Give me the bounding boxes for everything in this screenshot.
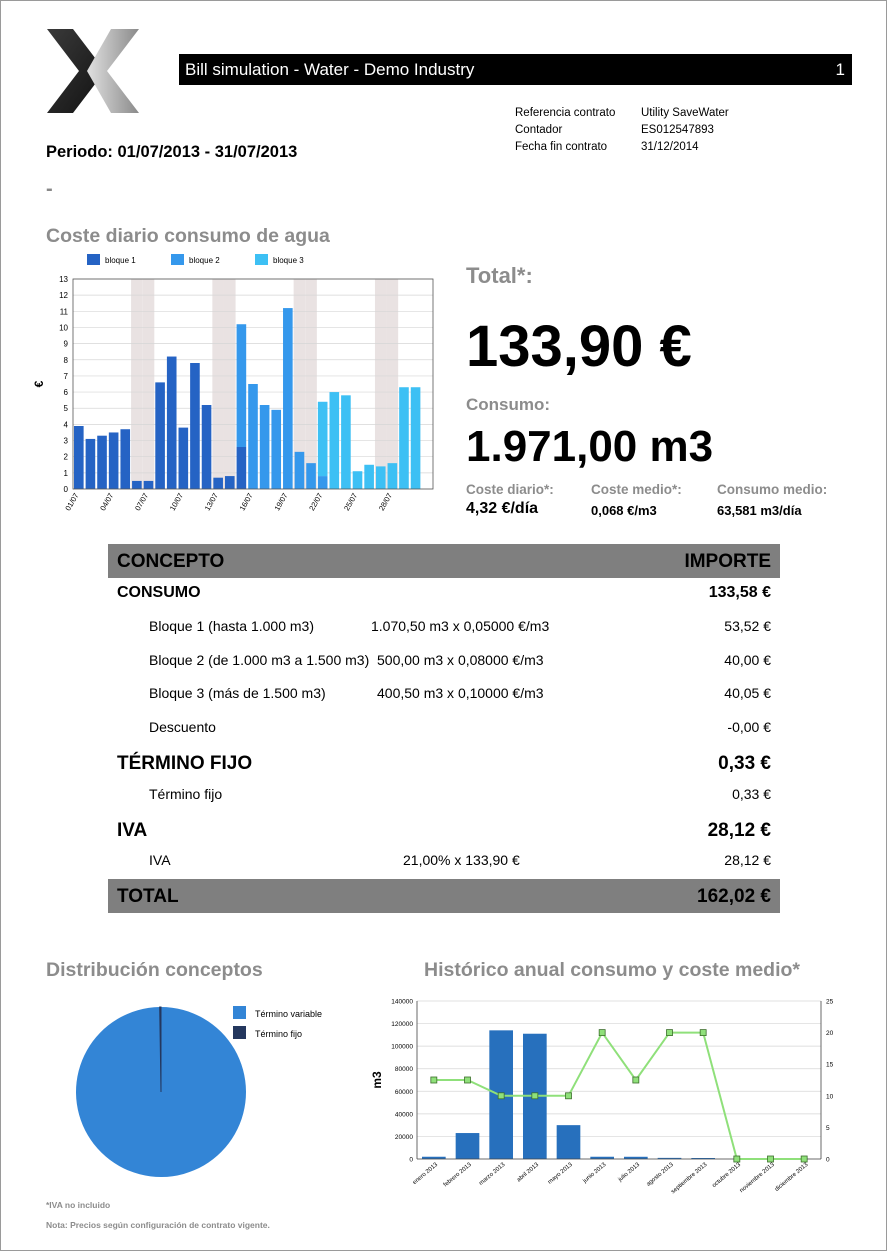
x-tick-label: 25/07 — [342, 491, 360, 513]
bar-bloque-1 — [179, 428, 189, 489]
row-amount: 28,12 € — [724, 852, 771, 868]
weekend-band — [305, 279, 317, 489]
prices-note: Nota: Precios según configuración de contrato vigente. — [46, 1220, 270, 1230]
bar-consumo — [456, 1133, 480, 1159]
x-tick-label: 28/07 — [376, 491, 395, 513]
daily-cost-title: Coste diario consumo de agua — [46, 225, 330, 247]
total-label: Total*: — [466, 263, 533, 288]
consumption-label: Consumo: — [466, 395, 551, 414]
line-marker — [465, 1077, 471, 1083]
bar-bloque-2 — [271, 410, 281, 489]
avg-cost-value: 0,068 €/m3 — [591, 503, 657, 518]
x-tick-label: noviembre 2013 — [738, 1161, 776, 1195]
bar-bloque-3 — [353, 471, 363, 489]
bar-bloque-1 — [167, 357, 177, 489]
x-tick-label: 04/07 — [98, 491, 116, 513]
row-label: Bloque 3 (más de 1.500 m3) — [149, 685, 326, 701]
page-number: 1 — [835, 60, 845, 79]
meter-value: ES012547893 — [641, 124, 714, 136]
x-tick-label: diciembre 2013 — [774, 1161, 810, 1193]
iva-group — [117, 820, 771, 842]
x-tick-label: febrero 2013 — [442, 1161, 473, 1189]
y-tick-label: 0 — [409, 1156, 413, 1164]
separator-dash: - — [46, 178, 53, 200]
bar-bloque-1 — [86, 439, 96, 489]
legend-swatch — [233, 1006, 246, 1019]
x-tick-label: julio 2013 — [617, 1161, 642, 1184]
y-tick-label: 60000 — [394, 1088, 413, 1096]
bar-bloque-3 — [388, 463, 398, 489]
table-row — [149, 618, 771, 634]
y-tick-label: 7 — [63, 371, 68, 381]
table-row — [149, 652, 771, 668]
bar-bloque-3 — [329, 392, 339, 489]
row-amount: 53,52 € — [724, 618, 771, 634]
line-marker — [599, 1030, 605, 1036]
legend-label: bloque 3 — [273, 256, 304, 265]
row-calc: 400,50 m3 x 0,10000 €/m3 — [377, 685, 544, 701]
y2-tick-label: 5 — [826, 1124, 830, 1132]
bar-consumo — [557, 1125, 581, 1159]
daily-cost-chart — [29, 251, 439, 521]
row-label: IVA — [149, 852, 171, 868]
y2-tick-label: 20 — [826, 1030, 834, 1038]
bar-bloque-3 — [364, 465, 374, 489]
bar-bloque-2 — [318, 476, 328, 489]
bar-bloque-1 — [213, 478, 223, 489]
daily-cost-label: Coste diario*: — [466, 482, 554, 497]
bar-bloque-2 — [248, 384, 258, 489]
x-tick-label: septiembre 2013 — [670, 1161, 709, 1196]
history-title: Histórico anual consumo y coste medio* — [424, 959, 801, 981]
table-row — [149, 685, 771, 701]
total-value: 133,90 € — [466, 314, 692, 379]
avg-consumption-label: Consumo medio: — [717, 482, 828, 497]
weekend-band — [224, 279, 236, 489]
document-title: Bill simulation - Water - Demo Industry — [185, 60, 475, 79]
y-tick-label: 12 — [59, 291, 68, 301]
history-chart — [361, 991, 841, 1201]
billing-period: Periodo: 01/07/2013 - 31/07/2013 — [46, 143, 298, 161]
table-header — [108, 544, 780, 578]
table-row — [149, 719, 771, 735]
bar-bloque-1 — [190, 363, 200, 489]
y-tick-label: 13 — [59, 275, 68, 284]
y-tick-label: 4 — [63, 420, 68, 430]
group-label: IVA — [117, 820, 148, 841]
y-axis-label: € — [32, 380, 46, 388]
avg-cost-label: Coste medio*: — [591, 482, 682, 497]
line-marker — [734, 1156, 740, 1162]
y-tick-label: 40000 — [394, 1111, 413, 1119]
row-amount: 40,05 € — [724, 685, 771, 701]
bar-bloque-1 — [97, 436, 107, 489]
legend-label: Término fijo — [255, 1029, 303, 1039]
bar-bloque-1 — [202, 405, 212, 489]
x-tick-label: octubre 2013 — [711, 1161, 743, 1190]
bar-bloque-3 — [341, 395, 351, 489]
row-calc: 500,00 m3 x 0,08000 €/m3 — [377, 652, 544, 668]
group-label: TÉRMINO FIJO — [117, 753, 253, 774]
bar-bloque-3 — [399, 387, 409, 489]
line-marker — [498, 1093, 504, 1099]
amount-header: IMPORTE — [684, 551, 771, 572]
legend-swatch — [171, 254, 184, 265]
row-label: Descuento — [149, 719, 216, 735]
y2-tick-label: 0 — [826, 1156, 830, 1164]
x-tick-label: 01/07 — [63, 491, 81, 513]
weekend-band — [212, 279, 224, 489]
group-amount: 0,33 € — [718, 753, 771, 774]
title-bar — [179, 54, 852, 85]
row-amount: 0,33 € — [732, 786, 771, 802]
legend-swatch — [255, 254, 268, 265]
line-marker — [801, 1156, 807, 1162]
group-label: CONSUMO — [117, 584, 201, 601]
distribution-title: Distribución conceptos — [46, 959, 263, 981]
bar-bloque-3 — [318, 402, 328, 476]
y-tick-label: 8 — [63, 355, 68, 365]
y-axis-label: m3 — [370, 1071, 384, 1089]
legend-label: bloque 2 — [189, 256, 220, 265]
table-row — [149, 852, 771, 868]
table-row — [149, 786, 771, 802]
y-tick-label: 5 — [63, 404, 68, 414]
bar-bloque-2 — [260, 405, 270, 489]
daily-cost-value: 4,32 €/día — [466, 500, 539, 517]
x-tick-label: abril 2013 — [516, 1161, 541, 1184]
row-amount: 40,00 € — [724, 652, 771, 668]
consumption-value: 1.971,00 m3 — [466, 422, 714, 471]
line-marker — [700, 1030, 706, 1036]
bar-bloque-1 — [109, 432, 119, 489]
group-amount: 28,12 € — [707, 820, 771, 841]
row-calc: 21,00% x 133,90 € — [403, 852, 520, 868]
y2-tick-label: 15 — [826, 1061, 834, 1069]
legend-label: Término variable — [255, 1009, 323, 1019]
fixed-term-group — [117, 753, 771, 775]
x-tick-label: 10/07 — [167, 491, 186, 513]
group-amount: 133,58 € — [708, 584, 771, 601]
bar-bloque-3 — [376, 466, 386, 489]
line-marker — [532, 1093, 538, 1099]
total-row-amount: 162,02 € — [697, 886, 771, 907]
y-tick-label: 3 — [63, 436, 68, 446]
x-tick-label: junio 2013 — [582, 1161, 608, 1185]
iva-note: *IVA no incluido — [46, 1200, 111, 1210]
legend-swatch — [87, 254, 100, 265]
bar-bloque-2 — [295, 452, 305, 489]
bar-bloque-1 — [225, 476, 235, 489]
bar-bloque-1 — [237, 447, 247, 489]
line-marker — [633, 1077, 639, 1083]
consumo-group — [117, 584, 771, 602]
bar-bloque-2 — [283, 308, 293, 489]
x-tick-label: 22/07 — [307, 491, 325, 513]
x-tick-label: mayo 2013 — [547, 1161, 574, 1186]
line-marker — [566, 1093, 572, 1099]
distribution-pie-chart — [61, 996, 361, 1186]
row-calc: 1.070,50 m3 x 0,05000 €/m3 — [371, 618, 550, 634]
bar-bloque-1 — [74, 426, 84, 489]
weekend-band — [375, 279, 387, 489]
row-amount: -0,00 € — [727, 719, 771, 735]
x-tick-label: marzo 2013 — [478, 1161, 507, 1187]
weekend-band — [143, 279, 155, 489]
y-tick-label: 6 — [63, 388, 68, 398]
y-tick-label: 1 — [63, 468, 68, 478]
bar-bloque-2 — [237, 324, 247, 447]
contract-ref-label: Referencia contrato — [515, 107, 616, 119]
concept-header: CONCEPTO — [117, 551, 225, 572]
legend-swatch — [233, 1026, 246, 1039]
y2-tick-label: 10 — [826, 1093, 834, 1101]
weekend-band — [387, 279, 399, 489]
x-tick-label: 07/07 — [133, 491, 151, 513]
row-label: Término fijo — [149, 786, 223, 802]
contract-end-value: 31/12/2014 — [641, 141, 699, 153]
y-tick-label: 20000 — [394, 1133, 413, 1141]
x-tick-label: 13/07 — [202, 491, 220, 513]
y-tick-label: 9 — [63, 339, 68, 349]
line-marker — [667, 1030, 673, 1036]
y-tick-label: 0 — [63, 485, 68, 494]
x-tick-label: 16/07 — [237, 491, 255, 513]
bar-bloque-2 — [306, 463, 316, 489]
weekend-band — [131, 279, 143, 489]
contract-ref-value: Utility SaveWater — [641, 107, 729, 119]
bar-bloque-1 — [155, 382, 165, 489]
company-logo — [47, 29, 139, 113]
bar-bloque-1 — [132, 481, 142, 489]
line-marker — [768, 1156, 774, 1162]
x-tick-label: enero 2013 — [411, 1161, 440, 1187]
total-row-label: TOTAL — [117, 886, 179, 907]
y2-tick-label: 25 — [826, 998, 834, 1006]
table-total — [108, 879, 780, 913]
x-tick-label: agosto 2013 — [645, 1161, 675, 1188]
y-tick-label: 2 — [63, 452, 68, 462]
bar-bloque-1 — [144, 481, 154, 489]
row-label: Bloque 2 (de 1.000 m3 a 1.500 m3) — [149, 652, 370, 668]
y-tick-label: 11 — [59, 307, 68, 317]
row-label: Bloque 1 (hasta 1.000 m3) — [149, 618, 314, 634]
y-tick-label: 100000 — [391, 1043, 413, 1051]
y-tick-label: 80000 — [394, 1066, 413, 1074]
y-tick-label: 10 — [59, 323, 68, 333]
x-tick-label: 19/07 — [272, 491, 290, 513]
avg-consumption-value: 63,581 m3/día — [717, 503, 802, 518]
y-tick-label: 120000 — [391, 1021, 413, 1029]
contract-end-label: Fecha fin contrato — [515, 141, 608, 153]
bar-bloque-1 — [120, 429, 130, 489]
legend-label: bloque 1 — [105, 256, 136, 265]
y-tick-label: 140000 — [391, 998, 413, 1006]
meter-label: Contador — [515, 124, 563, 136]
line-marker — [431, 1077, 437, 1083]
bar-bloque-3 — [411, 387, 421, 489]
